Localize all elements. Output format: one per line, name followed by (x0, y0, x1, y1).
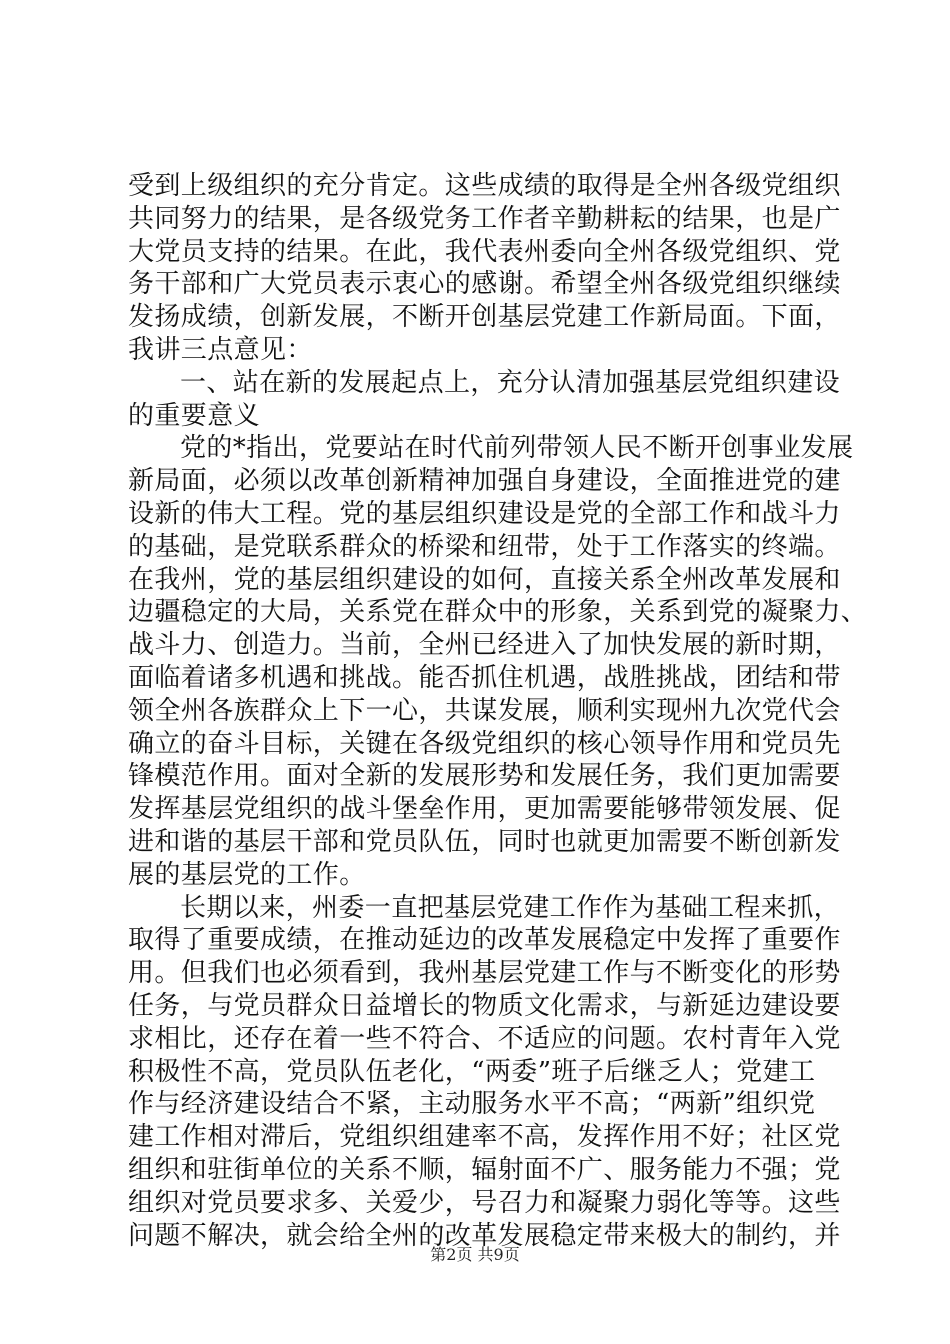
paragraph-start-line: 党的*指出，党要站在时代前列带领人民不断开创事业发展 (180, 433, 854, 464)
text-line: 求相比，还存在着一些不符合、不适应的问题。农村青年入党 (128, 1023, 841, 1054)
text-line: 大党员支持的结果。在此，我代表州委向全州各级党组织、党 (128, 236, 841, 267)
text-line: 任务，与党员群众日益增长的物质文化需求，与新延边建设要 (128, 990, 841, 1021)
text-line: 面临着诸多机遇和挑战。能否抓住机遇，战胜挑战，团结和带 (128, 662, 841, 693)
text-line: 领全州各族群众上下一心，共谋发展，顺利实现州九次党代会 (128, 695, 841, 726)
text-line: 的基础，是党联系群众的桥梁和纽带，处于工作落实的终端。 (128, 531, 841, 562)
text-line: 锋模范作用。面对全新的发展形势和发展任务，我们更加需要 (128, 761, 841, 792)
text-line: 组织和驻街单位的关系不顺，辐射面不广、服务能力不强；党 (128, 1154, 841, 1185)
text-line: 取得了重要成绩，在推动延边的改革发展稳定中发挥了重要作 (128, 925, 841, 956)
text-line: 确立的奋斗目标，关键在各级党组织的核心领导作用和党员先 (128, 728, 841, 759)
text-line: 展的基层党的工作。 (128, 859, 366, 890)
text-line: 发扬成绩，创新发展，不断开创基层党建工作新局面。下面， (128, 302, 841, 333)
page-number-footer: 第2页 共9页 (430, 1245, 520, 1264)
document-body (128, 170, 868, 1252)
text-line: 边疆稳定的大局，关系党在群众中的形象，关系到党的凝聚力、 (128, 597, 868, 628)
text-line: 积极性不高，党员队伍老化，“两委”班子后继乏人；党建工 (128, 1056, 816, 1087)
section-heading-line: 的重要意义 (128, 400, 261, 431)
section-heading-line: 一、站在新的发展起点上，充分认清加强基层党组织建设 (180, 367, 841, 398)
text-line: 用。但我们也必须看到，我州基层党建工作与不断变化的形势 (128, 958, 841, 989)
text-line: 我讲三点意见： (128, 334, 313, 365)
text-line: 组织对党员要求多、关爱少，号召力和凝聚力弱化等等。这些 (128, 1187, 841, 1218)
text-line: 建工作相对滞后，党组织组建率不高，发挥作用不好；社区党 (128, 1122, 841, 1153)
text-line: 进和谐的基层干部和党员队伍，同时也就更加需要不断创新发 (128, 826, 841, 857)
text-line: 作与经济建设结合不紧，主动服务水平不高；“两新”组织党 (128, 1089, 816, 1120)
paragraph-start-line: 长期以来，州委一直把基层党建工作作为基础工程来抓， (180, 892, 841, 923)
text-line: 在我州，党的基层组织建设的如何，直接关系全州改革发展和 (128, 564, 841, 595)
text-line: 设新的伟大工程。党的基层组织建设是党的全部工作和战斗力 (128, 498, 841, 529)
text-line: 新局面，必须以改革创新精神加强自身建设，全面推进党的建 (128, 466, 841, 497)
text-line: 战斗力、创造力。当前，全州已经进入了加快发展的新时期， (128, 630, 841, 661)
text-line: 受到上级组织的充分肯定。这些成绩的取得是全州各级党组织 (128, 171, 841, 201)
text-line: 问题不解决，就会给全州的改革发展稳定带来极大的制约，并 (128, 1220, 841, 1251)
text-line: 共同努力的结果，是各级党务工作者辛勤耕耘的结果，也是广 (128, 203, 841, 234)
text-line: 务干部和广大党员表示衷心的感谢。希望全州各级党组织继续 (128, 269, 841, 300)
text-line: 发挥基层党组织的战斗堡垒作用，更加需要能够带领发展、促 (128, 794, 841, 825)
